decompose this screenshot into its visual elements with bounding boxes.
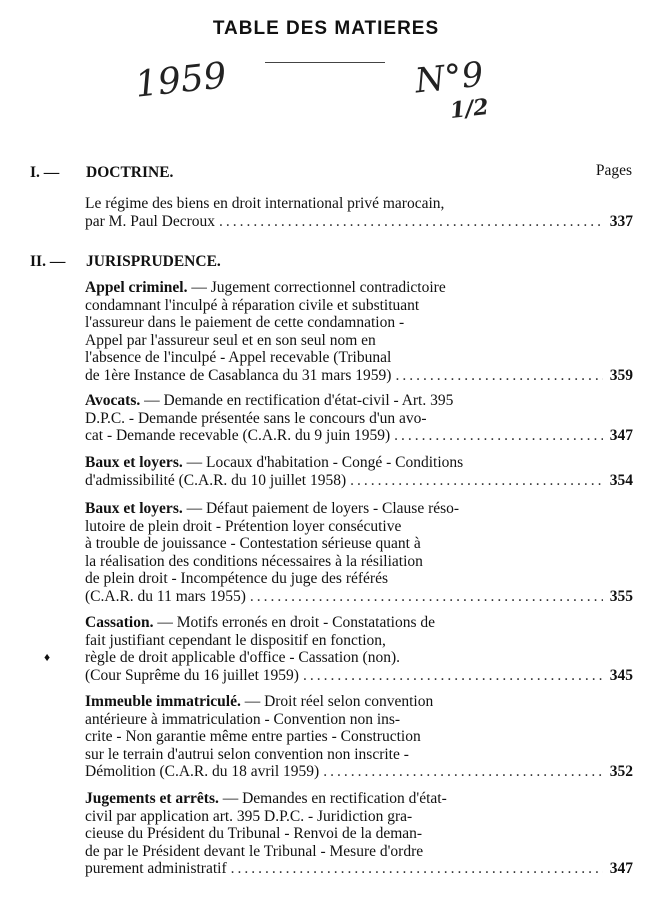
entry-page-number: 345 <box>609 666 633 684</box>
entry-term: Appel criminel. <box>85 279 188 296</box>
entry-line-text: — Motifs erronés en droit - Constatations de <box>153 614 436 631</box>
dot-leader <box>231 860 603 878</box>
entry-line-text: — Locaux d'habitation - Congé - Conditions <box>182 454 464 471</box>
entry-line: civil par application art. 395 D.P.C. - Juridiction gra- <box>85 807 413 825</box>
entry-last-line <box>85 860 633 878</box>
handwritten-number: N°9 <box>413 54 486 102</box>
entry-term: Avocats. <box>85 392 141 409</box>
entry-line: sur le terrain d'autrui selon convention non inscrite - <box>85 745 409 763</box>
entry-page-number: 347 <box>609 427 633 444</box>
entry-page-number: 337 <box>609 212 633 230</box>
dot-leader <box>303 667 603 685</box>
toc-entry[interactable] <box>85 500 633 605</box>
entry-last-text: purement administratif <box>85 860 227 877</box>
toc-entry[interactable] <box>85 614 633 684</box>
toc-entry[interactable] <box>85 195 633 230</box>
entry-last-text: par M. Paul Decroux <box>85 212 215 230</box>
entry-line: de plein droit - Incompétence du juge des référés <box>85 570 388 587</box>
entry-last-text: d'admissibilité (C.A.R. du 10 juillet 1958) <box>85 471 347 489</box>
toc-entry[interactable] <box>85 790 633 878</box>
entry-line <box>85 614 633 632</box>
entry-line <box>85 392 633 410</box>
section-number: II. — <box>30 253 66 270</box>
entry-line <box>85 500 633 518</box>
title-underline <box>265 62 385 63</box>
toc-entry[interactable] <box>85 392 633 445</box>
dot-leader <box>219 213 603 231</box>
entry-line: fait justifiant cependant le dispositif en fonction, <box>85 631 386 649</box>
toc-entry[interactable] <box>85 693 633 781</box>
section-title: DOCTRINE. <box>86 164 174 181</box>
entry-page-number: 354 <box>609 471 633 489</box>
entry-last-line <box>85 427 633 445</box>
entry-term: Baux et loyers. <box>85 500 183 517</box>
entry-last-line <box>85 667 633 685</box>
dot-leader <box>395 367 603 385</box>
entry-line: Appel par l'assureur seul et en son seul nom en <box>85 331 376 349</box>
section-title: JURISPRUDENCE. <box>86 253 221 270</box>
entry-term: Jugements et arrêts. <box>85 790 219 807</box>
entry-line: à trouble de jouissance - Contestation sérieuse quant à <box>85 535 421 552</box>
entry-line-text: — Demandes en rectification d'état- <box>218 790 447 807</box>
section-heading-doctrine <box>30 164 173 182</box>
entry-page-number: 352 <box>609 763 633 780</box>
entry-line: D.P.C. - Demande présentée sans le concours d'un avo- <box>85 409 427 427</box>
entry-line: Le régime des biens en droit international privé marocain, <box>85 195 445 212</box>
handwritten-fraction: 1/2 <box>448 94 490 124</box>
entry-line-text: — Droit réel selon convention <box>240 693 434 710</box>
entry-line: de par le Président devant le Tribunal - Mesure d'ordre <box>85 842 424 860</box>
entry-line: la réalisation des conditions nécessaires à la résiliation <box>85 552 423 570</box>
entry-last-text: Démolition (C.A.R. du 18 avril 1959) <box>85 763 320 780</box>
entry-line-text: — Jugement correctionnel contradictoire <box>187 279 446 296</box>
entry-last-line <box>85 472 633 490</box>
entry-last-line <box>85 763 633 781</box>
page-title: TABLE DES MATIERES <box>212 18 440 39</box>
entry-line: l'absence de l'inculpé - Appel recevable (Tribunal <box>85 349 392 366</box>
entry-last-line <box>85 588 633 606</box>
section-heading-jurisprudence <box>30 253 221 271</box>
margin-mark-icon: ♦ <box>44 650 51 664</box>
dot-leader <box>323 763 603 781</box>
toc-entry[interactable] <box>85 454 633 489</box>
entry-term: Immeuble immatriculé. <box>85 693 241 710</box>
entry-line <box>85 279 633 297</box>
entry-last-text: (Cour Suprême du 16 juillet 1959) <box>85 666 299 684</box>
dot-leader <box>394 427 603 445</box>
entry-last-line <box>85 213 633 231</box>
entry-line: règle de droit applicable d'office - Cassation (non). <box>85 649 400 666</box>
dot-leader <box>250 588 603 606</box>
entry-line: lutoire de plein droit - Prétention loyer consécutive <box>85 517 402 535</box>
entry-page-number: 347 <box>609 860 633 877</box>
section-number: I. — <box>30 164 60 181</box>
entry-term: Baux et loyers. <box>85 454 183 471</box>
dot-leader <box>350 472 603 490</box>
pages-column-label: Pages <box>595 162 632 179</box>
entry-line: condamnant l'inculpé à réparation civile et substituant <box>85 296 420 314</box>
entry-last-text: de 1ère Instance de Casablanca du 31 mars 1959) <box>85 366 392 384</box>
entry-line: crite - Non garantie même entre parties - Construction <box>85 728 421 745</box>
entry-last-line <box>85 367 633 385</box>
entry-line-text: — Défaut paiement de loyers - Clause réso- <box>182 500 460 517</box>
entry-last-text: (C.A.R. du 11 mars 1955) <box>85 587 246 605</box>
entry-last-text: cat - Demande recevable (C.A.R. du 9 juin 1959) <box>85 427 391 444</box>
entry-line: l'assureur dans le paiement de cette condamnation - <box>85 314 405 331</box>
entry-line <box>85 790 633 808</box>
entry-line: antérieure à immatriculation - Convention non ins- <box>85 710 401 728</box>
entry-page-number: 359 <box>609 366 633 384</box>
toc-entry[interactable] <box>85 279 633 384</box>
entry-line: cieuse du Président du Tribunal - Renvoi de la deman- <box>85 825 423 842</box>
entry-page-number: 355 <box>609 587 633 605</box>
entry-line-text: — Demande en rectification d'état-civil - Art. 395 <box>140 392 454 409</box>
entry-line <box>85 693 633 711</box>
entry-term: Cassation. <box>85 614 154 631</box>
entry-line <box>85 454 633 472</box>
handwritten-year: 1959 <box>133 55 229 106</box>
